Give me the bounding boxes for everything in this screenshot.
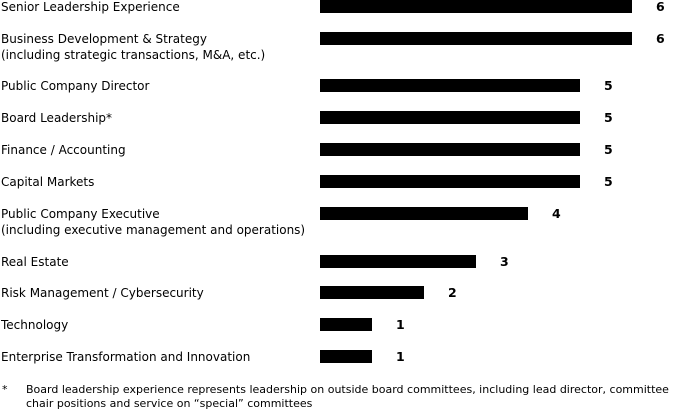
bar [320, 286, 424, 299]
category-label: Real Estate [1, 255, 69, 269]
bar [320, 175, 580, 188]
category-label: Finance / Accounting [1, 143, 126, 157]
category-label: Board Leadership* [1, 111, 113, 125]
bar [320, 79, 580, 92]
category-label: (including strategic transactions, M&A, etc.) [1, 48, 266, 62]
data-label: 1 [396, 317, 405, 332]
category-label: (including executive management and operations) [1, 223, 306, 237]
bar [320, 207, 528, 220]
category-label: Risk Management / Cybersecurity [1, 286, 204, 300]
data-label: 6 [656, 31, 665, 46]
data-label: 6 [656, 0, 665, 14]
category-label: Business Development & Strategy [1, 32, 207, 46]
data-label: 2 [448, 285, 457, 300]
data-label: 5 [604, 110, 613, 125]
footnote-marker: * [2, 383, 8, 396]
category-label: Capital Markets [1, 175, 95, 189]
bar [320, 111, 580, 124]
bar [320, 32, 632, 45]
bar [320, 143, 580, 156]
footnote-text: Board leadership experience represents leadership on outside board committees, including lead director, committee chair positions and service on “special” committees [26, 383, 669, 410]
category-label: Public Company Director [1, 79, 150, 93]
data-label: 5 [604, 142, 613, 157]
data-label: 3 [500, 254, 509, 269]
category-label: Senior Leadership Experience [1, 0, 180, 14]
category-label: Public Company Executive [1, 207, 160, 221]
data-label: 1 [396, 349, 405, 364]
bar [320, 318, 372, 331]
bar [320, 0, 632, 13]
category-label: Technology [1, 318, 69, 332]
bar [320, 255, 476, 268]
data-label: 5 [604, 78, 613, 93]
category-label: Enterprise Transformation and Innovation [1, 350, 251, 364]
data-label: 5 [604, 174, 613, 189]
data-label: 4 [552, 206, 561, 221]
bar [320, 350, 372, 363]
